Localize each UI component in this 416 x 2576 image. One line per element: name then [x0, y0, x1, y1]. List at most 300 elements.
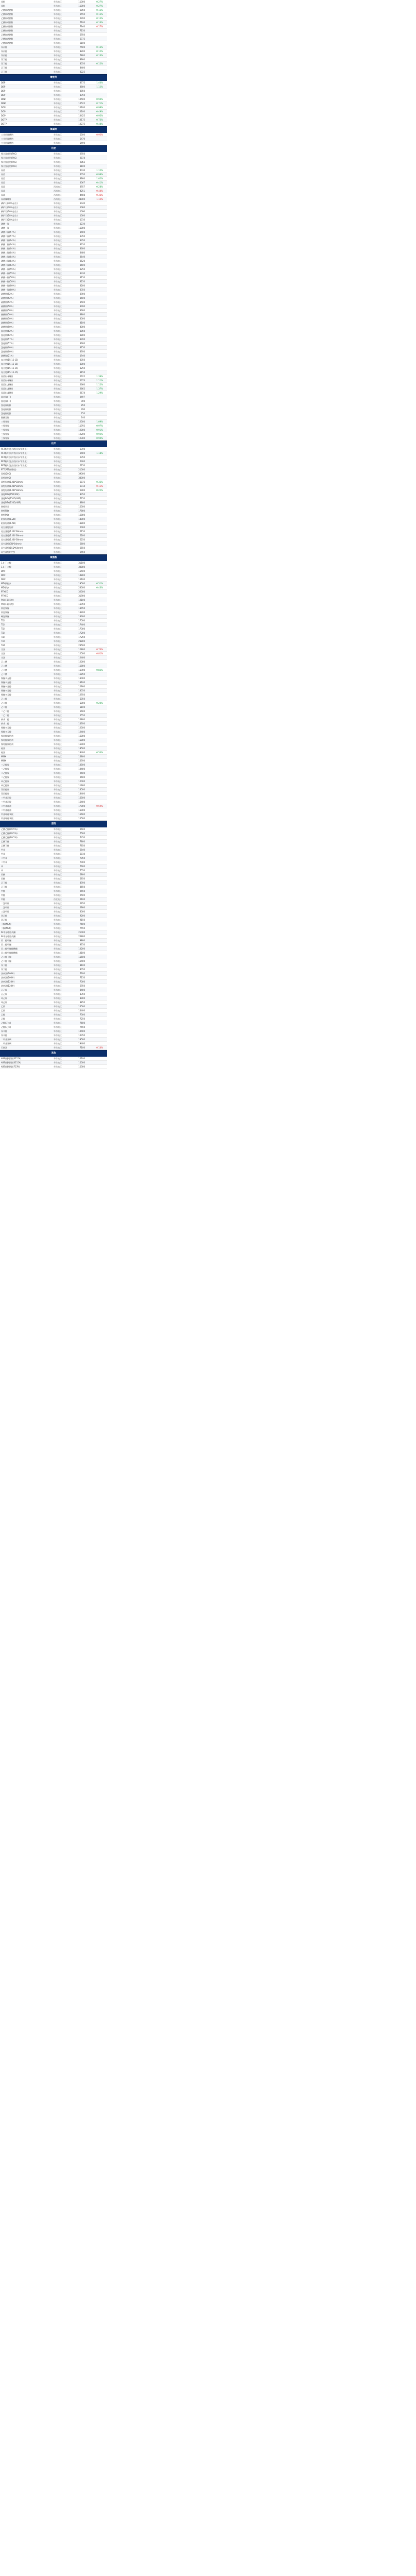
product-name: 聚酯多元醇	[1, 726, 11, 729]
table-row	[0, 808, 107, 812]
region-cell: 华东地区	[54, 102, 62, 105]
table-row	[0, 1005, 107, 1009]
region-cell: 华东地区	[54, 869, 62, 872]
table-row	[0, 29, 107, 33]
product-name: 氯化钾(60%)	[1, 346, 14, 349]
table-row	[0, 1042, 107, 1046]
product-name: DBP	[1, 81, 6, 84]
product-name: MDI(聚合)	[1, 582, 11, 585]
price-cell: 19500	[78, 582, 85, 585]
price-cell: 16000	[78, 735, 85, 737]
region-cell: 华东地区	[54, 844, 62, 847]
region-cell: 华东地区	[54, 505, 62, 508]
price-cell: 6100	[79, 42, 85, 44]
region-cell: 华东地区	[54, 980, 62, 983]
price-cell: 16400	[78, 801, 85, 803]
product-name: 再生涤纶短纤	[1, 526, 13, 529]
price-cell: 3000	[79, 363, 85, 365]
product-name: MIBK	[1, 759, 6, 762]
table-row	[0, 41, 107, 45]
price-cell: 6200	[79, 534, 85, 537]
region-cell: 华东地区	[54, 177, 62, 180]
region-cell: 华东地区	[54, 210, 62, 213]
region-cell: 华东地区	[54, 1057, 62, 1060]
product-name: 新戊二醇	[1, 722, 9, 725]
table-row	[0, 137, 107, 141]
table-row	[0, 538, 107, 542]
price-cell: 8200	[79, 50, 85, 53]
region-cell: 华东地区	[54, 493, 62, 496]
price-cell: 7100	[79, 1046, 85, 1049]
price-cell: 17500	[78, 619, 85, 622]
region-cell: 华东地区	[54, 768, 62, 770]
table-row	[0, 0, 107, 4]
price-cell: 10100	[78, 952, 85, 954]
region-cell: 华东地区	[54, 481, 62, 483]
price-cell: 2874	[79, 157, 85, 159]
table-row	[0, 530, 107, 534]
region-cell: 华东地区	[54, 538, 62, 541]
product-name: 硫酸钾(52%)	[1, 293, 14, 295]
table-row	[0, 656, 107, 660]
price-cell: 12400	[78, 656, 85, 659]
table-row	[0, 226, 107, 230]
table-row	[0, 779, 107, 784]
price-cell: 8900	[79, 997, 85, 999]
change-cell: -0.15%	[95, 9, 103, 11]
product-name: 氯化铵(湿)	[1, 408, 11, 411]
price-cell: 13450	[78, 607, 85, 609]
region-cell: 华东地区	[54, 910, 62, 913]
price-cell: 2500	[79, 894, 85, 896]
product-name: 异辛醇	[1, 1034, 7, 1037]
region-cell: 华东地区	[54, 607, 62, 609]
price-cell: 15000	[78, 1061, 85, 1064]
table-row	[0, 534, 107, 538]
product-name: 乙醇	[1, 1018, 5, 1020]
table-row	[0, 775, 107, 779]
price-cell: 13800	[78, 522, 85, 524]
table-row	[0, 304, 107, 309]
section-rows	[0, 561, 107, 821]
product-name: 异辛醇	[1, 1030, 7, 1032]
table-row	[0, 943, 107, 947]
table-row	[0, 416, 107, 420]
region-cell: 华东地区	[54, 387, 62, 390]
region-cell: 西北地区	[54, 898, 62, 901]
price-cell: 6900	[79, 489, 85, 492]
table-row	[0, 358, 107, 362]
product-name: ABS(通用级)(0215A)	[1, 1061, 22, 1064]
table-row	[0, 573, 107, 578]
price-cell: 1000	[79, 214, 85, 217]
change-cell: -0.95%	[95, 114, 103, 117]
price-cell: 6250	[79, 464, 85, 467]
price-cell: 900	[81, 400, 85, 402]
section-rows	[0, 81, 107, 126]
price-cell: 12200	[78, 433, 85, 435]
price-cell: 10350	[78, 1034, 85, 1037]
product-name: TDI	[1, 636, 5, 638]
table-row	[0, 546, 107, 550]
table-row	[0, 317, 107, 321]
table-row	[0, 288, 107, 292]
price-cell: 14000	[78, 518, 85, 520]
table-row	[0, 963, 107, 968]
table-row	[0, 101, 107, 106]
region-cell: 华东地区	[54, 611, 62, 614]
section-header: 其他	[0, 1050, 107, 1057]
price-cell: 8100	[79, 964, 85, 967]
region-cell: 西南地区	[54, 194, 62, 196]
price-cell: 5800	[79, 873, 85, 876]
product-name: 磷酸二铵(64%)	[1, 260, 16, 262]
table-row	[0, 395, 107, 399]
table-row	[0, 542, 107, 546]
product-name: 二乙醇胺	[1, 776, 9, 778]
table-row	[0, 976, 107, 980]
product-name: 聚醚多元醇	[1, 677, 11, 680]
price-cell: 19500	[78, 1038, 85, 1041]
product-name: 三聚氰胺	[1, 437, 9, 439]
product-name: N-甲基吡咯烷酮	[1, 931, 16, 934]
price-cell: 3330	[79, 272, 85, 275]
product-name: 工业用碳酸钠	[1, 133, 13, 136]
section-rows	[0, 0, 107, 74]
product-name: 三甲基丙烷	[1, 801, 11, 803]
price-cell: 6000	[79, 526, 85, 529]
table-row	[0, 693, 107, 697]
change-cell: -1.12%	[95, 169, 103, 172]
price-cell: 2662	[79, 387, 85, 390]
price-cell: 11850	[78, 673, 85, 675]
price-cell: 7600	[79, 1022, 85, 1024]
price-cell: 5470	[79, 138, 85, 140]
product-name: 尿素	[1, 185, 5, 188]
product-name: 异丙醇	[1, 54, 7, 57]
region-cell: 华东地区	[54, 714, 62, 717]
product-name: DOP	[1, 114, 6, 117]
product-name: PET瓶片(短纤级)(水/半消光)	[1, 456, 27, 459]
region-cell: 华东地区	[54, 964, 62, 967]
table-row	[0, 210, 107, 214]
product-name: 聚合氯化铝(PAC)	[1, 157, 17, 159]
price-cell: 1940	[79, 354, 85, 357]
table-row	[0, 1065, 107, 1069]
region-cell: 华东地区	[54, 280, 62, 283]
product-name: 磷酸二铵(64%)	[1, 256, 16, 258]
product-name: DINP	[1, 102, 6, 105]
region-cell: 华东地区	[54, 1001, 62, 1004]
product-name: 异丁醇	[1, 62, 7, 65]
region-cell: 华东地区	[54, 1046, 62, 1049]
price-cell: 5550	[79, 714, 85, 717]
table-row	[0, 201, 107, 206]
product-name: 乙醇(无水)	[1, 1022, 11, 1024]
table-row	[0, 827, 107, 832]
product-name: 尿素	[1, 181, 5, 184]
region-cell: 华东地区	[54, 161, 62, 163]
product-name: 苯酚	[1, 5, 5, 7]
region-cell: 华东地区	[54, 284, 62, 287]
product-name: 软泡聚醚	[1, 607, 9, 609]
price-cell: 7600	[79, 865, 85, 868]
price-cell: 7550	[79, 869, 85, 872]
region-cell: 华东地区	[54, 58, 62, 61]
region-cell: 华东地区	[54, 796, 62, 799]
region-cell: 华东地区	[54, 772, 62, 774]
price-cell: 9600	[79, 776, 85, 778]
table-row	[0, 701, 107, 705]
table-row	[0, 722, 107, 726]
region-cell: 华东地区	[54, 805, 62, 807]
price-cell: 2673	[79, 379, 85, 382]
table-row	[0, 391, 107, 395]
product-name: 二乙二醇	[1, 710, 9, 713]
product-name: 二甲苯	[1, 857, 7, 859]
table-row	[0, 505, 107, 509]
price-cell: 6700	[79, 17, 85, 20]
price-cell: 12500	[78, 726, 85, 729]
table-row	[0, 742, 107, 747]
product-name: 乙腈	[1, 1005, 5, 1008]
price-cell: 12800	[78, 648, 85, 651]
product-name: 丙酮	[1, 873, 5, 876]
table-row	[0, 488, 107, 493]
region-cell: 华东地区	[54, 227, 62, 229]
price-cell: 10500	[78, 98, 85, 100]
section-header: 氯碱类	[0, 126, 107, 133]
price-cell: 12400	[78, 731, 85, 733]
product-name: 硫酸钾(52%)	[1, 297, 14, 299]
region-cell: 华东地区	[54, 780, 62, 783]
product-name: 硫酸铵(21%)	[1, 354, 14, 357]
product-name: 二乙二醇	[1, 714, 9, 717]
table-row	[0, 955, 107, 959]
change-cell: -0.36%	[95, 481, 103, 483]
region-cell: 华东地区	[54, 66, 62, 69]
product-name: 三聚氰胺	[1, 433, 9, 435]
product-name: 氯化钾(62%)	[1, 334, 14, 336]
table-row	[0, 313, 107, 317]
product-name: 聚醚多元醇	[1, 685, 11, 688]
table-row	[0, 705, 107, 709]
change-cell: -0.51%	[95, 582, 103, 585]
price-cell: 2100	[79, 898, 85, 901]
region-cell: 华东地区	[54, 574, 62, 577]
product-name: 复合肥(15-15-15)	[1, 367, 19, 369]
product-name: 甘油	[1, 648, 5, 651]
product-name: 再生涤纶(1.4D*38mm)	[1, 530, 24, 533]
table-row	[0, 812, 107, 817]
table-row	[0, 526, 107, 530]
product-name: 尿素	[1, 194, 5, 196]
product-name: PET瓶片(长丝级)(水/半消光)	[1, 460, 27, 463]
region-cell: 华东地区	[54, 133, 62, 136]
table-row	[0, 412, 107, 416]
product-name: 乙酸(冰醋酸)	[1, 25, 13, 28]
region-cell: 华东地区	[54, 489, 62, 492]
table-row	[0, 189, 107, 193]
table-row	[0, 156, 107, 160]
price-cell: 16800	[78, 514, 85, 516]
price-cell: 11950	[78, 603, 85, 605]
region-cell: 华东地区	[54, 293, 62, 295]
region-cell: 华东地区	[54, 363, 62, 365]
price-cell: 11000	[78, 1, 85, 3]
price-cell: 3700	[79, 350, 85, 353]
region-cell: 华东地区	[54, 832, 62, 835]
region-cell: 华东地区	[54, 460, 62, 463]
region-cell: 华东地区	[54, 1030, 62, 1032]
region-cell: 华东地区	[54, 665, 62, 667]
price-cell: 23800	[78, 640, 85, 642]
region-cell: 华东地区	[54, 367, 62, 369]
region-cell: 华东地区	[54, 464, 62, 467]
product-name: 磷矿石(30%品位)	[1, 210, 18, 213]
price-cell: 15100	[78, 1057, 85, 1060]
price-cell: 8700	[79, 882, 85, 884]
region-cell: 华东地区	[54, 755, 62, 758]
change-cell: -0.73%	[95, 118, 103, 121]
region-cell: 华东地区	[54, 321, 62, 324]
table-row	[0, 468, 107, 472]
product-name: 丙二醇甲醚	[1, 939, 11, 942]
product-name: MDI(纯)	[1, 586, 9, 589]
region-cell: 华东地区	[54, 1022, 62, 1024]
table-row	[0, 222, 107, 226]
region-cell: 华东地区	[54, 1065, 62, 1068]
price-cell: 10100	[78, 110, 85, 113]
table-row	[0, 635, 107, 639]
price-cell: 31900	[78, 595, 85, 597]
region-cell: 华东地区	[54, 543, 62, 545]
table-row	[0, 521, 107, 526]
region-cell: 华东地区	[54, 301, 62, 303]
price-cell: 7940	[79, 25, 85, 28]
region-cell: 华东地区	[54, 326, 62, 328]
region-cell: 华东地区	[54, 90, 62, 92]
table-row	[0, 586, 107, 590]
region-cell: 华东地区	[54, 1013, 62, 1016]
price-cell: 17000	[78, 805, 85, 807]
table-row	[0, 660, 107, 664]
table-row	[0, 738, 107, 742]
price-cell: 6775	[79, 38, 85, 40]
product-name: DBP	[1, 86, 6, 88]
table-row	[0, 885, 107, 889]
table-row	[0, 681, 107, 685]
price-cell: 12000	[78, 780, 85, 783]
table-row	[0, 930, 107, 935]
price-cell: 3700	[79, 338, 85, 341]
product-name: 苯	[1, 869, 3, 872]
price-cell: 1010	[79, 218, 85, 221]
price-cell: 5600	[79, 710, 85, 713]
product-name: 工业用碳酸钠	[1, 142, 13, 144]
change-cell: -0.48%	[95, 123, 103, 125]
region-cell: 华东地区	[54, 813, 62, 816]
price-cell: 7550	[79, 1026, 85, 1028]
price-cell: 8050	[79, 968, 85, 971]
region-cell: 华东地区	[54, 673, 62, 675]
product-name: 异丙醇胺	[1, 788, 9, 791]
product-name: 氨纶(20D)	[1, 472, 11, 475]
product-name: 异丁醇	[1, 58, 7, 61]
price-cell: 6950	[79, 985, 85, 987]
product-name: PTT(PTT纤维级)	[1, 468, 16, 471]
table-row	[0, 300, 107, 304]
region-cell: 华东地区	[54, 42, 62, 44]
price-cell: 9800	[79, 939, 85, 942]
change-cell: -0.12%	[95, 50, 103, 53]
product-name: 涤纶DTY(150D/48F)	[1, 501, 21, 504]
product-name: 再生涤纶(15D*64mm)	[1, 547, 23, 549]
price-cell: 3600	[79, 309, 85, 312]
product-name: 硅油	[1, 747, 5, 750]
table-row	[0, 832, 107, 836]
region-cell: 华东地区	[54, 392, 62, 394]
change-cell: -0.16%	[95, 21, 103, 24]
table-row	[0, 631, 107, 635]
table-row	[0, 160, 107, 164]
region-cell: 华东地区	[54, 289, 62, 291]
price-cell: 7100	[79, 21, 85, 24]
product-name: 磷酸一铵(55%)	[1, 268, 16, 270]
product-name: 丙二醇甲醚	[1, 943, 11, 946]
region-cell: 华东地区	[54, 468, 62, 471]
table-row	[0, 4, 107, 8]
table-row	[0, 185, 107, 189]
table-row	[0, 865, 107, 869]
product-name: 乙酸(冰醋酸)	[1, 29, 13, 32]
table-row	[0, 988, 107, 992]
region-cell: 华东地区	[54, 251, 62, 254]
product-name: 磷酸二铵(64%)	[1, 247, 16, 250]
product-name: 甘油	[1, 652, 5, 655]
price-cell: 7800	[79, 54, 85, 57]
table-row	[0, 97, 107, 101]
region-cell: 华东地区	[54, 840, 62, 843]
price-cell: 7500	[79, 46, 85, 48]
region-cell: 华东地区	[54, 677, 62, 680]
price-cell: 13050	[78, 689, 85, 692]
product-name: 尿素	[1, 173, 5, 176]
table-row	[0, 788, 107, 792]
price-cell: 10200	[78, 947, 85, 950]
product-name: 正己烷	[1, 993, 7, 995]
price-cell: 6875	[79, 481, 85, 483]
change-cell: -1.11%	[95, 379, 103, 382]
product-name: ABS(通用级)(0215A)	[1, 1057, 22, 1060]
product-name: 甲基环硅氧烷	[1, 817, 13, 820]
region-cell: 华东地区	[54, 169, 62, 172]
price-cell: 7250	[79, 497, 85, 500]
table-row	[0, 350, 107, 354]
price-cell: 10500	[78, 764, 85, 766]
table-row	[0, 239, 107, 243]
table-row	[0, 272, 107, 276]
region-cell: 华东地区	[54, 943, 62, 946]
price-cell: 11900	[78, 669, 85, 671]
price-cell: 20800	[78, 935, 85, 938]
product-name: 聚氨酯胶粘剂	[1, 739, 13, 741]
product-name: 硅油	[1, 751, 5, 754]
table-row	[0, 578, 107, 582]
table-row	[0, 582, 107, 586]
price-cell: 6550	[79, 13, 85, 15]
product-name: 环己烷	[1, 1001, 7, 1004]
